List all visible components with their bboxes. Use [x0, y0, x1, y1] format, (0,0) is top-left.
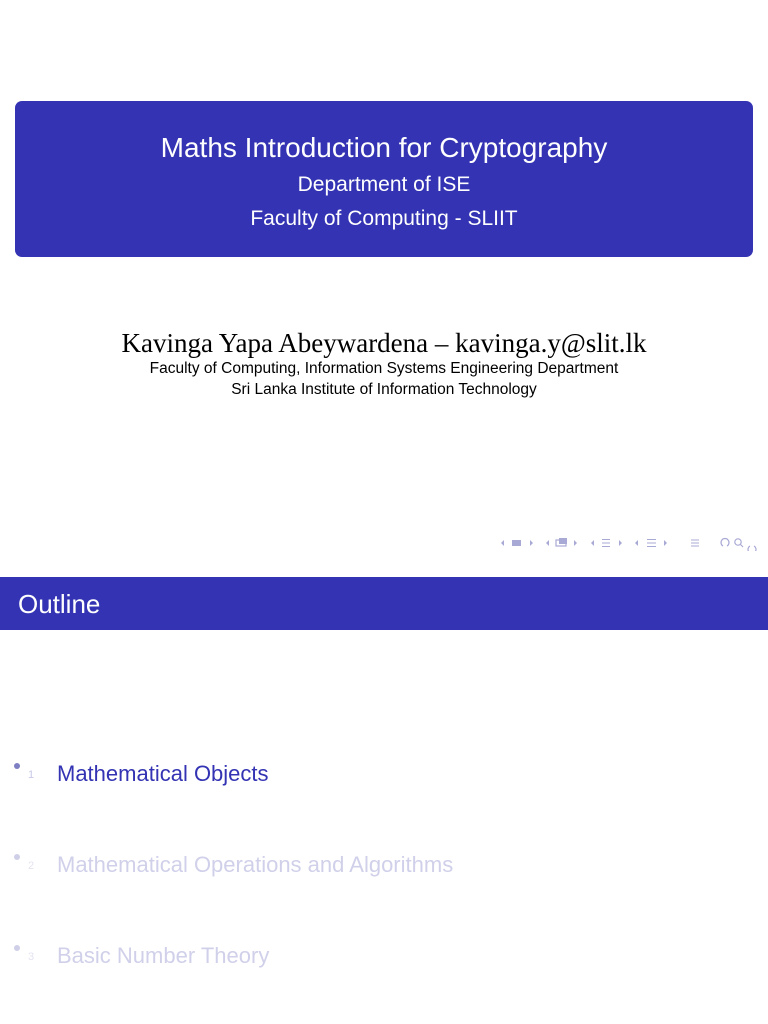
toc-item-label[interactable]: Mathematical Operations and Algorithms: [57, 852, 454, 877]
presentation-subtitle-faculty: Faculty of Computing - SLIIT: [250, 207, 518, 230]
toc-item-label[interactable]: Basic Number Theory: [57, 943, 270, 968]
toc-item-basic-number-theory[interactable]: [0, 943, 768, 983]
search-icon[interactable]: [735, 539, 743, 547]
undo-icon[interactable]: [721, 539, 729, 546]
toc-item-label[interactable]: Mathematical Objects: [57, 761, 269, 786]
presentation-subtitle-department: Department of ISE: [297, 173, 471, 196]
title-block: [15, 101, 753, 257]
nav-prev-arrow-icon[interactable]: [591, 540, 594, 546]
toc-item-mathematical-objects[interactable]: [0, 761, 768, 801]
nav-next-arrow-icon[interactable]: [530, 540, 533, 546]
institute-line-2: Sri Lanka Institute of Information Technology: [231, 381, 537, 398]
document-icon[interactable]: [647, 540, 656, 547]
nav-prev-arrow-icon[interactable]: [635, 540, 638, 546]
section-nav-group[interactable]: [591, 540, 622, 547]
nav-prev-arrow-icon[interactable]: [546, 540, 549, 546]
document-nav-group[interactable]: [635, 540, 667, 547]
toc-item-number: 1: [28, 769, 35, 781]
nav-next-arrow-icon[interactable]: [574, 540, 577, 546]
nav-next-arrow-icon[interactable]: [619, 540, 622, 546]
toc-item-number: 2: [28, 860, 35, 872]
frame-title: Outline: [18, 589, 101, 619]
beamer-navigation-bar[interactable]: [498, 535, 764, 551]
toc-bullet-icon: [13, 852, 23, 862]
toc-bullet-icon: [13, 761, 23, 771]
toc-item-mathematical-operations[interactable]: [0, 852, 768, 892]
section-icon[interactable]: [602, 540, 610, 547]
toc-item-number: 3: [28, 951, 35, 963]
subsection-nav-group[interactable]: [546, 538, 577, 546]
institute-line-1: Faculty of Computing, Information Systems Engineering Department: [149, 360, 619, 377]
nav-next-arrow-icon[interactable]: [664, 540, 667, 546]
appendix-icon[interactable]: [691, 540, 699, 546]
author-line: Kavinga Yapa Abeywardena – kavinga.y@slit.lk: [121, 328, 647, 358]
redo-icon[interactable]: [748, 546, 756, 551]
frame-nav-group[interactable]: [501, 540, 533, 546]
nav-prev-arrow-icon[interactable]: [501, 540, 504, 546]
frame-icon[interactable]: [512, 540, 521, 546]
toc-bullet-icon: [13, 943, 23, 953]
frame-title-bar: [0, 577, 768, 630]
presentation-title: Maths Introduction for Cryptography: [160, 132, 608, 163]
